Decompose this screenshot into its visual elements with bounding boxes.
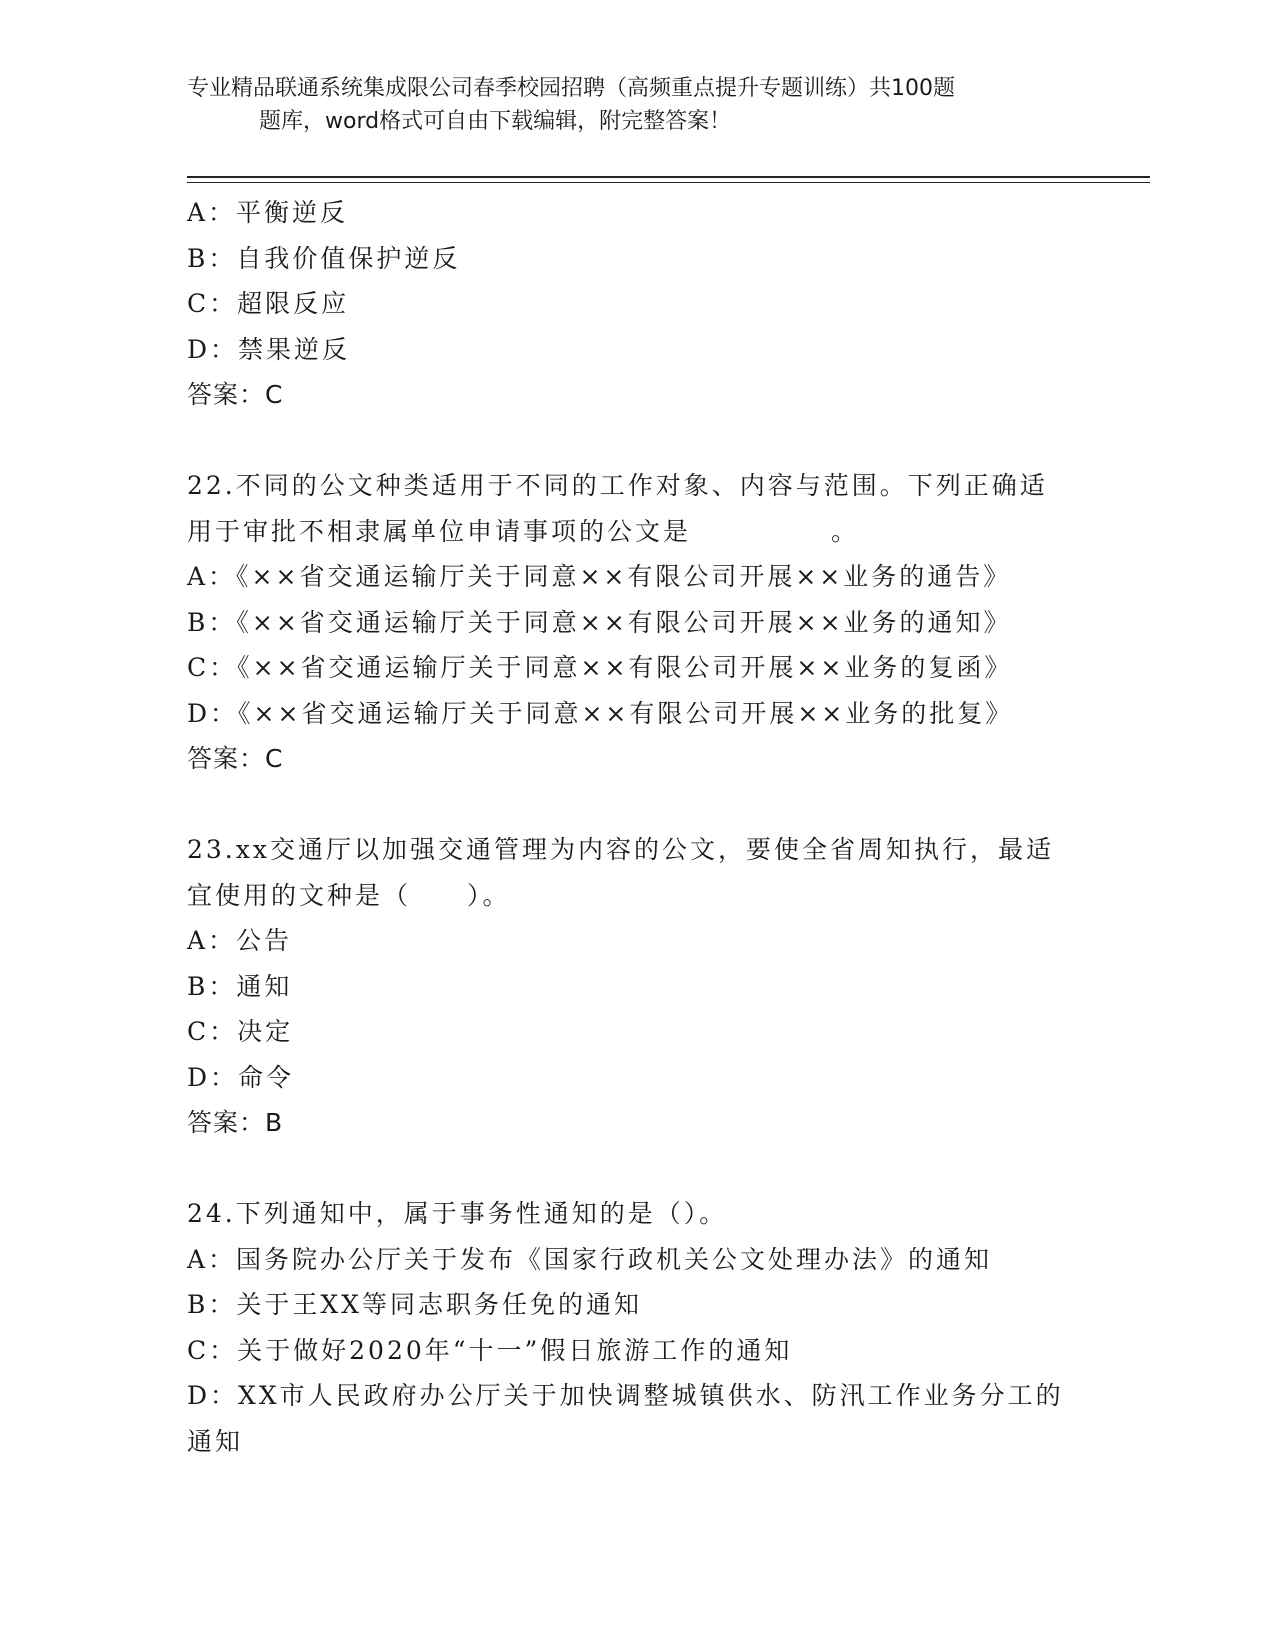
question-stem: 23.xx交通厅以加强交通管理为内容的公文，要使全省周知执行，最适 xyxy=(187,835,1054,864)
answer: 答案：B xyxy=(187,1108,284,1137)
option-c: C：决定 xyxy=(187,1017,294,1046)
option-c: C：关于做好2020年“十一”假日旅游工作的通知 xyxy=(187,1335,793,1365)
option-a: A：国务院办公厅关于发布《国家行政机关公文处理办法》的通知 xyxy=(187,1244,993,1274)
question-spacer xyxy=(187,782,1087,828)
option-b: B：关于王XX等同志职务任免的通知 xyxy=(187,1290,642,1319)
option-c: C：超限反应 xyxy=(187,289,350,318)
option-d-continuation: 通知 xyxy=(187,1426,244,1456)
option-d: D：XX市人民政府办公厅关于加快调整城镇供水、防汛工作业务分工的 xyxy=(187,1381,1064,1410)
question-spacer xyxy=(187,1146,1087,1192)
option-b: B：自我价值保护逆反 xyxy=(187,243,461,273)
question-spacer xyxy=(187,418,1087,464)
option-b: B：通知 xyxy=(187,971,293,1001)
header-title-line-1: 专业精品联通系统集成限公司春季校园招聘（高频重点提升专题训练）共100题 xyxy=(187,76,955,101)
option-b: B：《××省交通运输厅关于同意××有限公司开展××业务的通知》 xyxy=(187,607,1012,637)
option-c: C：《××省交通运输厅关于同意××有限公司开展××业务的复函》 xyxy=(187,653,1013,682)
question-23 xyxy=(187,827,1087,1146)
document-body xyxy=(187,190,1087,1464)
document-header xyxy=(187,72,1087,138)
question-stem: 宜使用的文种是（ ）。 xyxy=(187,880,511,910)
option-d: D：禁果逆反 xyxy=(187,334,351,364)
answer: 答案：C xyxy=(187,380,284,409)
option-a: A：《××省交通运输厅关于同意××有限公司开展××业务的通告》 xyxy=(187,562,1012,591)
question-stem: 22.不同的公文种类适用于不同的工作对象、内容与范围。下列正确适 xyxy=(187,471,1048,500)
header-divider-thin xyxy=(187,182,1150,183)
option-d: D：命令 xyxy=(187,1062,295,1092)
question-stem: 24.下列通知中，属于事务性通知的是（）。 xyxy=(187,1199,728,1228)
answer: 答案：C xyxy=(187,744,284,773)
option-d: D：《××省交通运输厅关于同意××有限公司开展××业务的批复》 xyxy=(187,698,1014,728)
question-21-options xyxy=(187,190,1087,418)
question-24 xyxy=(187,1191,1087,1464)
option-a: A：公告 xyxy=(187,926,293,955)
header-divider-thick xyxy=(187,176,1150,178)
option-a: A：平衡逆反 xyxy=(187,198,349,227)
header-title-line-2: 题库，word格式可自由下载编辑，附完整答案！ xyxy=(259,109,732,134)
question-22 xyxy=(187,463,1087,782)
question-stem: 用于审批不相隶属单位申请事项的公文是 。 xyxy=(187,516,860,546)
